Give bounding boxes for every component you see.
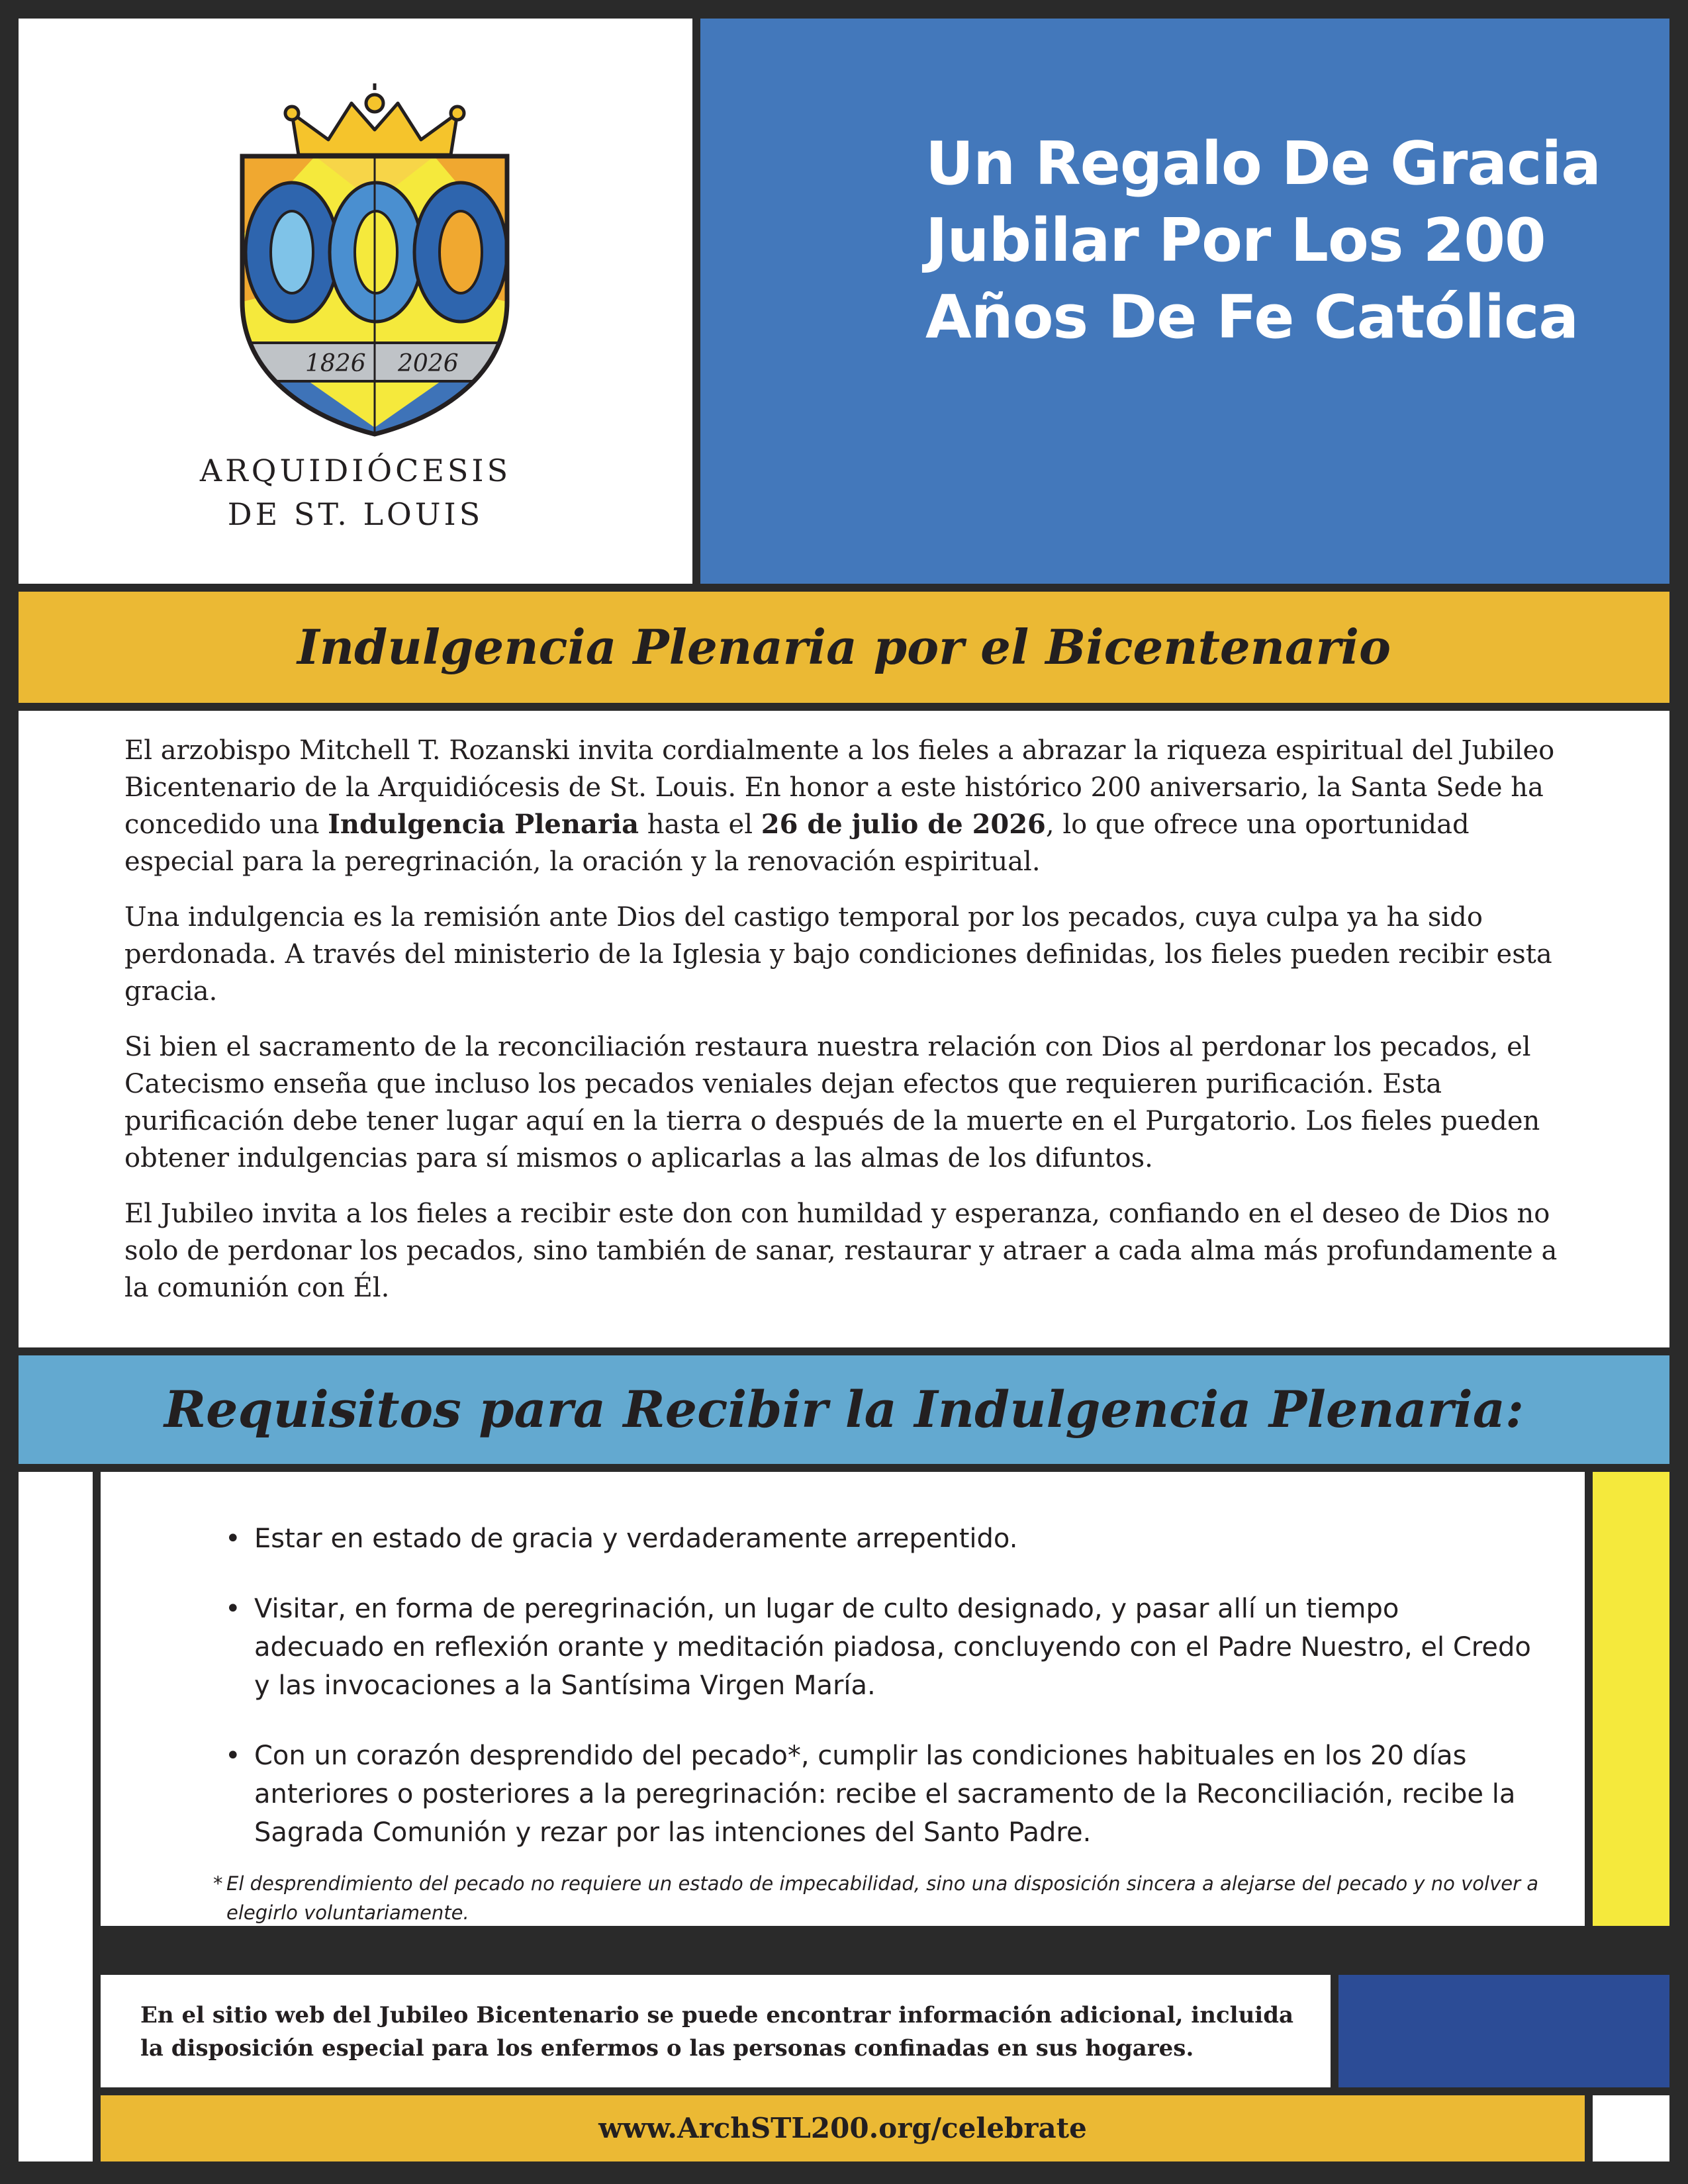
crown-icon bbox=[285, 83, 464, 155]
page-title: Un Regalo De Gracia Jubilar Por Los 200 Años De Fe Católica bbox=[925, 129, 1601, 352]
info-panel bbox=[101, 1975, 1331, 2087]
section-banner-indulgence bbox=[19, 592, 1669, 703]
intro-paragraph-3: Si bien el sacramento de la reconciliación restaura nuestra relación con Dios al perdonar los pecados, el Catecismo enseña que incluso los pecados veniales dejan efectos que requieren purificación. Esta purificación debe tener lugar aquí en la tierra o después de la muerte en el Purgatorio. Los fieles pueden obtener indulgencias para sí mismos o aplicarlas a las almas de los difuntos. bbox=[124, 1032, 1540, 1173]
bicentennial-crest-logo bbox=[229, 83, 520, 441]
requirements-panel bbox=[101, 1472, 1585, 1926]
decorative-navy-block bbox=[1338, 1975, 1669, 2087]
archdiocese-name bbox=[19, 449, 692, 536]
p1-text-c: hasta el bbox=[639, 809, 761, 840]
decorative-white-corner bbox=[1593, 2095, 1669, 2161]
archdiocese-name-line2: DE ST. LOUIS bbox=[227, 496, 484, 532]
p1-text-e: , lo que ofrece una oportunidad especial para la peregrinación, la oración y la renovación espiritual. bbox=[124, 809, 1470, 877]
section-banner-requirements bbox=[19, 1355, 1669, 1464]
section-heading-indulgence: Indulgencia Plenaria por el Bicentenario bbox=[297, 619, 1391, 675]
intro-paragraph-2: Una indulgencia es la remisión ante Dios del castigo temporal por los pecados, cuya culpa ya ha sido perdonada. A través del ministerio de la Iglesia y bajo condiciones definidas, los fieles pueden recibir esta gracia. bbox=[124, 902, 1552, 1007]
footnote bbox=[213, 1869, 1544, 1927]
requirement-text: Estar en estado de gracia y verdaderamente arrepentido. bbox=[254, 1524, 1018, 1554]
crest-year-right: 2026 bbox=[398, 350, 459, 377]
list-item bbox=[225, 1590, 1536, 1705]
logo-panel bbox=[19, 19, 692, 584]
requirements-list bbox=[225, 1520, 1536, 1884]
website-link[interactable]: www.ArchSTL200.org/celebrate bbox=[598, 2112, 1087, 2144]
decorative-white-strip bbox=[19, 1472, 93, 2161]
bullet-icon: • bbox=[225, 1741, 241, 1771]
footnote-mark: * bbox=[213, 1872, 223, 1895]
archdiocese-name-line1: ARQUIDIÓCESIS bbox=[199, 453, 512, 488]
url-bar bbox=[101, 2095, 1585, 2161]
intro-paragraph-1 bbox=[124, 732, 1581, 880]
bullet-icon: • bbox=[225, 1594, 241, 1624]
crest-year-left: 1826 bbox=[305, 350, 366, 377]
decorative-yellow-block bbox=[1593, 1472, 1669, 1926]
section-heading-requirements: Requisitos para Recibir la Indulgencia Plenaria: bbox=[164, 1380, 1524, 1439]
p1-bold-indulgence: Indulgencia Plenaria bbox=[328, 809, 639, 840]
additional-info-text: En el sitio web del Jubileo Bicentenario se puede encontrar información adicional, incluida la disposición especial para los enfermos o las personas confinadas en sus hogares. bbox=[140, 2002, 1294, 2062]
requirement-text: Con un corazón desprendido del pecado*, cumplir las condiciones habituales en los 20 días anteriores o posteriores a la peregrinación: recibe el sacramento de la Reconciliación, recibe la Sagrada Comunión y rezar por las intenciones del Santo Padre. bbox=[254, 1741, 1516, 1848]
requirement-text: Visitar, en forma de peregrinación, un lugar de culto designado, y pasar allí un tiempo adecuado en reflexión orante y meditación piadosa, concluyendo con el Padre Nuestro, el Credo y las invocaciones a la Santísima Virgen María. bbox=[254, 1594, 1531, 1701]
footnote-text: El desprendimiento del pecado no requiere un estado de impecabilidad, sino una disposición sincera a alejarse del pecado y no volver a elegirlo voluntariamente. bbox=[226, 1872, 1539, 1924]
list-item bbox=[225, 1737, 1536, 1852]
p1-text-a: El arzobispo Mitchell T. Rozanski invita cordialmente a los fieles a abrazar la riqueza espiritual del Jubileo Bicentenario de la Arquidiócesis de St. Louis. En honor a este histórico 200 aniversario, la Santa Sede ha concedido una bbox=[124, 735, 1555, 840]
title-panel bbox=[700, 19, 1669, 584]
p1-bold-date: 26 de julio de 2026 bbox=[761, 809, 1046, 840]
bullet-icon: • bbox=[225, 1524, 241, 1554]
list-item bbox=[225, 1520, 1536, 1558]
intro-panel bbox=[19, 711, 1669, 1347]
intro-paragraph-4: El Jubileo invita a los fieles a recibir este don con humildad y esperanza, confiando en el deseo de Dios no solo de perdonar los pecados, sino también de sanar, restaurar y atraer a cada alma más profundamente a la comunión con Él. bbox=[124, 1199, 1558, 1303]
intro-body bbox=[124, 732, 1581, 1325]
